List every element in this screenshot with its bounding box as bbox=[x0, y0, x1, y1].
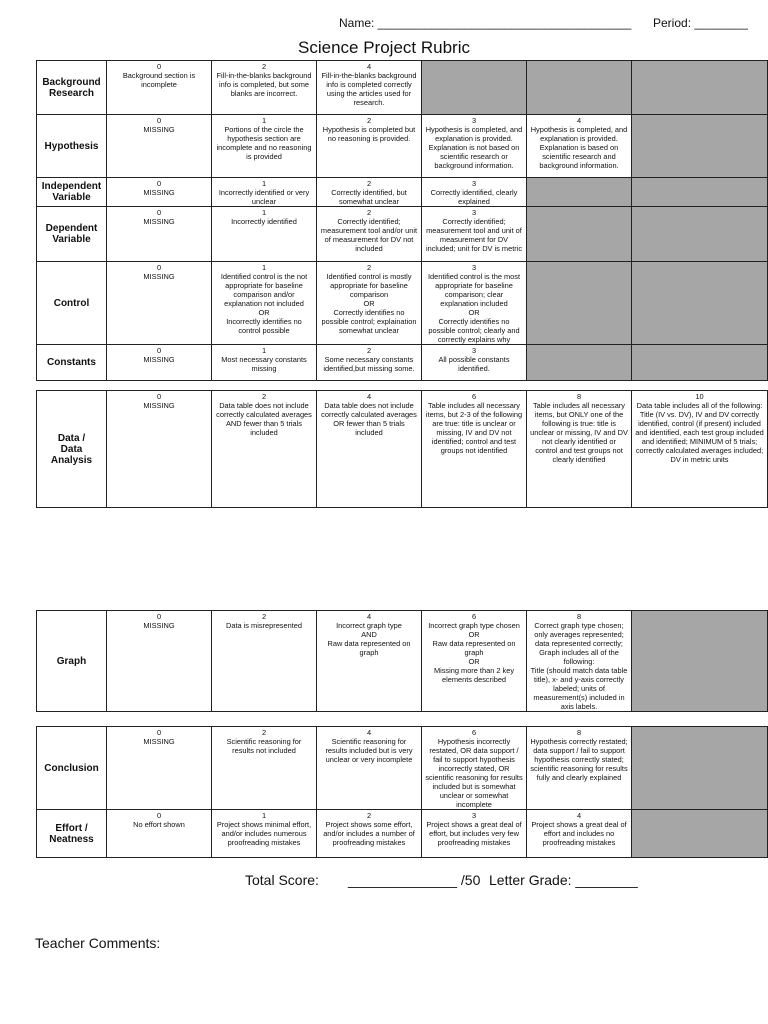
teacher-comments-label: Teacher Comments: bbox=[35, 935, 161, 951]
score-value: 1 bbox=[261, 208, 267, 217]
criterion-text: MISSING bbox=[143, 355, 175, 364]
criterion-cell bbox=[212, 810, 317, 858]
criterion-cell bbox=[317, 262, 422, 345]
criterion-text: Data table includes all of the following: Title (IV vs. DV), IV and DV correctly identified, control (if present) included and identified, each test group included and identified; MINIMUM of 5 trials; correctly calculated averages included; DV in metric units bbox=[635, 401, 764, 464]
score-value: 1 bbox=[261, 116, 267, 125]
criterion-cell bbox=[317, 345, 422, 381]
header bbox=[0, 14, 768, 34]
criterion-cell bbox=[212, 207, 317, 262]
criterion-text: Correctly identified; measurement tool and unit of measurement for DV included; unit for DV is metric bbox=[425, 217, 523, 253]
criterion-cell bbox=[422, 810, 527, 858]
criterion-cell bbox=[107, 262, 212, 345]
score-value: 1 bbox=[261, 263, 267, 272]
score-value: 6 bbox=[471, 612, 477, 621]
category-label: Dependent Variable bbox=[37, 207, 107, 262]
criterion-cell bbox=[527, 115, 632, 178]
criterion-cell bbox=[107, 207, 212, 262]
score-value: 3 bbox=[471, 179, 477, 188]
category-label: Independent Variable bbox=[37, 178, 107, 207]
criterion-text: MISSING bbox=[143, 217, 175, 226]
rubric-table-conclusion bbox=[36, 726, 768, 858]
criterion-text: MISSING bbox=[143, 401, 175, 410]
criterion-cell bbox=[212, 391, 317, 508]
rubric-row-conclusion bbox=[37, 727, 768, 810]
score-value: 2 bbox=[366, 208, 372, 217]
rubric-row-hypothesis bbox=[37, 115, 768, 178]
criterion-cell bbox=[422, 345, 527, 381]
criterion-cell bbox=[212, 178, 317, 207]
score-value: 0 bbox=[156, 116, 162, 125]
criterion-cell bbox=[422, 262, 527, 345]
criterion-text: Identified control is the not appropriate for baseline comparison and/or explanation not included OR Incorrectly identifies no control possible bbox=[220, 272, 308, 335]
criterion-cell bbox=[317, 611, 422, 712]
criterion-cell bbox=[107, 115, 212, 178]
criterion-cell bbox=[632, 391, 768, 508]
criterion-text: MISSING bbox=[143, 737, 175, 746]
criterion-cell bbox=[212, 115, 317, 178]
score-value: 2 bbox=[366, 811, 372, 820]
criterion-text: Scientific reasoning for results not included bbox=[226, 737, 302, 755]
criterion-cell bbox=[107, 810, 212, 858]
criterion-text: Data is misrepresented bbox=[226, 621, 302, 630]
score-value: 6 bbox=[471, 728, 477, 737]
empty-shaded-cell bbox=[527, 345, 632, 381]
rubric-row-independent-variable bbox=[37, 178, 768, 207]
criterion-cell bbox=[212, 262, 317, 345]
criterion-cell bbox=[317, 115, 422, 178]
category-label: Hypothesis bbox=[37, 115, 107, 178]
rubric-row-graph bbox=[37, 611, 768, 712]
score-value: 0 bbox=[156, 263, 162, 272]
category-label: Conclusion bbox=[37, 727, 107, 810]
rubric-row-constants bbox=[37, 345, 768, 381]
criterion-cell bbox=[212, 61, 317, 115]
criterion-text: Identified control is the most appropriate for baseline comparison; clear explanation included OR Correctly identifies no possible control; clearly and correctly explains why bbox=[427, 272, 521, 344]
letter-grade-field[interactable]: Letter Grade: ________ bbox=[489, 872, 638, 888]
criterion-text: Background section is incomplete bbox=[122, 71, 196, 89]
empty-shaded-cell bbox=[632, 61, 768, 115]
score-value: 8 bbox=[576, 392, 582, 401]
criterion-text: Most necessary constants missing bbox=[221, 355, 307, 373]
rubric-table-research bbox=[36, 60, 768, 381]
criterion-cell bbox=[212, 611, 317, 712]
rubric-row-control bbox=[37, 262, 768, 345]
score-value: 1 bbox=[261, 811, 267, 820]
score-value: 8 bbox=[576, 612, 582, 621]
score-value: 8 bbox=[576, 728, 582, 737]
score-value: 6 bbox=[471, 392, 477, 401]
empty-shaded-cell bbox=[632, 727, 768, 810]
score-value: 0 bbox=[156, 728, 162, 737]
criterion-cell bbox=[422, 207, 527, 262]
criterion-text: Project shows minimal effort, and/or includes numerous proofreading mistakes bbox=[216, 820, 312, 847]
score-value: 4 bbox=[366, 62, 372, 71]
criterion-text: Table includes all necessary items, but ONLY one of the following is true: title is unclear or missing, IV and DV not clearly identified or control and test groups not clearly identified bbox=[530, 401, 628, 464]
criterion-text: Some necessary constants identified,but missing some. bbox=[323, 355, 415, 373]
empty-shaded-cell bbox=[422, 61, 527, 115]
score-value: 4 bbox=[366, 612, 372, 621]
score-value: 2 bbox=[261, 728, 267, 737]
criterion-cell bbox=[422, 727, 527, 810]
criterion-text: Hypothesis is completed, and explanation is provided. Explanation is not based on scientific research or background information. bbox=[425, 125, 523, 170]
name-field[interactable]: Name: ______________________________________ bbox=[339, 16, 632, 30]
score-value: 2 bbox=[366, 346, 372, 355]
criterion-text: Project shows a great deal of effort, but includes very few proofreading mistakes bbox=[426, 820, 522, 847]
score-value: 3 bbox=[471, 263, 477, 272]
category-label: Graph bbox=[37, 611, 107, 712]
total-score-label: Total Score: bbox=[245, 872, 319, 888]
rubric-row-dependent-variable bbox=[37, 207, 768, 262]
criterion-text: Data table does not include correctly calculated averages AND fewer than 5 trials included bbox=[216, 401, 312, 437]
score-value: 4 bbox=[576, 116, 582, 125]
empty-shaded-cell bbox=[632, 611, 768, 712]
criterion-cell bbox=[317, 391, 422, 508]
score-value: 3 bbox=[471, 208, 477, 217]
criterion-cell bbox=[212, 727, 317, 810]
score-value: 0 bbox=[156, 811, 162, 820]
criterion-cell bbox=[107, 178, 212, 207]
criterion-cell bbox=[212, 345, 317, 381]
category-label: Effort / Neatness bbox=[37, 810, 107, 858]
score-value: 0 bbox=[156, 392, 162, 401]
criterion-text: Hypothesis incorrectly restated, OR data support / fail to support hypothesis incorrectly stated, OR scientific reasoning for results included but is somewhat unclear or somewhat incomplete bbox=[425, 737, 523, 809]
criterion-text: Hypothesis is completed but no reasoning is provided. bbox=[322, 125, 416, 143]
criterion-text: Fill-in-the-blanks background info is completed correctly using the articles used for research. bbox=[321, 71, 417, 107]
score-value: 3 bbox=[471, 811, 477, 820]
criterion-text: Incorrectly identified or very unclear bbox=[218, 188, 310, 206]
criterion-text: Data table does not include correctly calculated averages OR fewer than 5 trials included bbox=[321, 401, 417, 437]
criterion-text: Fill-in-the-blanks background info is completed, but some blanks are incorrect. bbox=[216, 71, 312, 98]
total-score-line bbox=[0, 872, 768, 892]
score-value: 4 bbox=[366, 728, 372, 737]
criterion-text: Project shows some effort, and/or includes a number of proofreading mistakes bbox=[323, 820, 415, 847]
criterion-text: Correct graph type chosen; only averages represented; data represented correctly; Graph includes all of the following: Title (should match data table title), x- and y-axis correctly labeled; units of measurement(s) included in axis labels. bbox=[530, 621, 628, 711]
criterion-text: Hypothesis correctly restated; data support / fail to support hypothesis correctly stated; scientific reasoning for results fully and clearly explained bbox=[530, 737, 628, 782]
score-value: 2 bbox=[261, 62, 267, 71]
empty-shaded-cell bbox=[527, 207, 632, 262]
criterion-cell bbox=[422, 391, 527, 508]
criterion-text: MISSING bbox=[143, 272, 175, 281]
score-value: 4 bbox=[576, 811, 582, 820]
rubric-row-background-research bbox=[37, 61, 768, 115]
empty-shaded-cell bbox=[527, 262, 632, 345]
criterion-cell bbox=[317, 727, 422, 810]
rubric-row-data-data-analysis bbox=[37, 391, 768, 508]
criterion-cell bbox=[107, 61, 212, 115]
score-value: 4 bbox=[366, 392, 372, 401]
criterion-text: All possible constants identified. bbox=[438, 355, 510, 373]
score-value: 0 bbox=[156, 62, 162, 71]
criterion-cell bbox=[422, 178, 527, 207]
rubric-row-effort-neatness bbox=[37, 810, 768, 858]
empty-shaded-cell bbox=[527, 61, 632, 115]
criterion-cell bbox=[317, 810, 422, 858]
criterion-text: Hypothesis is completed, and explanation is provided. Explanation is based on scientific research and background information. bbox=[530, 125, 628, 170]
criterion-cell bbox=[422, 115, 527, 178]
criterion-cell bbox=[317, 61, 422, 115]
empty-shaded-cell bbox=[632, 810, 768, 858]
empty-shaded-cell bbox=[632, 207, 768, 262]
score-value: 2 bbox=[261, 392, 267, 401]
criterion-cell bbox=[422, 611, 527, 712]
score-value: 1 bbox=[261, 179, 267, 188]
score-value: 2 bbox=[366, 116, 372, 125]
category-label: Background Research bbox=[37, 61, 107, 115]
criterion-text: Identified control is mostly appropriate for baseline comparison OR Correctly identifies no possible control; explaination somewhat unclear bbox=[321, 272, 417, 335]
empty-shaded-cell bbox=[632, 262, 768, 345]
criterion-text: Correctly identified, clearly explained bbox=[430, 188, 518, 206]
score-value: 1 bbox=[261, 346, 267, 355]
period-field[interactable]: Period: ________ bbox=[653, 16, 748, 30]
score-value: 0 bbox=[156, 612, 162, 621]
score-value: 0 bbox=[156, 179, 162, 188]
total-score-field[interactable]: ______________ /50 bbox=[348, 872, 481, 888]
score-value: 2 bbox=[366, 179, 372, 188]
criterion-cell bbox=[107, 391, 212, 508]
category-label: Data / Data Analysis bbox=[37, 391, 107, 508]
criterion-text: Table includes all necessary items, but 2-3 of the following are true: title is unclear or missing, IV and DV not identified; control and test groups not identified bbox=[425, 401, 523, 455]
criterion-text: Correctly identified; measurement tool and/or unit of measurement for DV not included bbox=[320, 217, 418, 253]
page-title: Science Project Rubric bbox=[298, 38, 470, 57]
criterion-cell bbox=[527, 810, 632, 858]
criterion-cell bbox=[527, 611, 632, 712]
score-value: 0 bbox=[156, 346, 162, 355]
score-value: 3 bbox=[471, 346, 477, 355]
category-label: Constants bbox=[37, 345, 107, 381]
score-value: 2 bbox=[366, 263, 372, 272]
score-value: 3 bbox=[471, 116, 477, 125]
score-value: 0 bbox=[156, 208, 162, 217]
criterion-text: Scientific reasoning for results included but is very unclear or very incomplete bbox=[325, 737, 413, 764]
criterion-cell bbox=[527, 727, 632, 810]
category-label: Control bbox=[37, 262, 107, 345]
rubric-table-graph bbox=[36, 610, 768, 712]
criterion-text: No effort shown bbox=[133, 820, 185, 829]
score-value: 2 bbox=[261, 612, 267, 621]
criterion-text: Project shows a great deal of effort and includes no proofreading mistakes bbox=[531, 820, 627, 847]
rubric-table-data-analysis bbox=[36, 390, 768, 508]
criterion-text: MISSING bbox=[143, 125, 175, 134]
criterion-cell bbox=[317, 178, 422, 207]
score-value: 10 bbox=[695, 392, 704, 401]
empty-shaded-cell bbox=[632, 115, 768, 178]
empty-shaded-cell bbox=[527, 178, 632, 207]
criterion-text: Correctly identified, but somewhat unclear bbox=[331, 188, 407, 206]
criterion-text: Portions of the circle the hypothesis section are incomplete and no reasoning is provided bbox=[216, 125, 312, 161]
criterion-cell bbox=[527, 391, 632, 508]
criterion-text: MISSING bbox=[143, 188, 175, 197]
criterion-cell bbox=[317, 207, 422, 262]
criterion-text: Incorrect graph type AND Raw data represented on graph bbox=[327, 621, 411, 657]
criterion-cell bbox=[107, 611, 212, 712]
criterion-cell bbox=[107, 345, 212, 381]
criterion-text: MISSING bbox=[143, 621, 175, 630]
empty-shaded-cell bbox=[632, 345, 768, 381]
criterion-cell bbox=[107, 727, 212, 810]
empty-shaded-cell bbox=[632, 178, 768, 207]
criterion-text: Incorrectly identified bbox=[231, 217, 297, 226]
criterion-text: Incorrect graph type chosen OR Raw data represented on graph OR Missing more than 2 key elements described bbox=[428, 621, 520, 684]
